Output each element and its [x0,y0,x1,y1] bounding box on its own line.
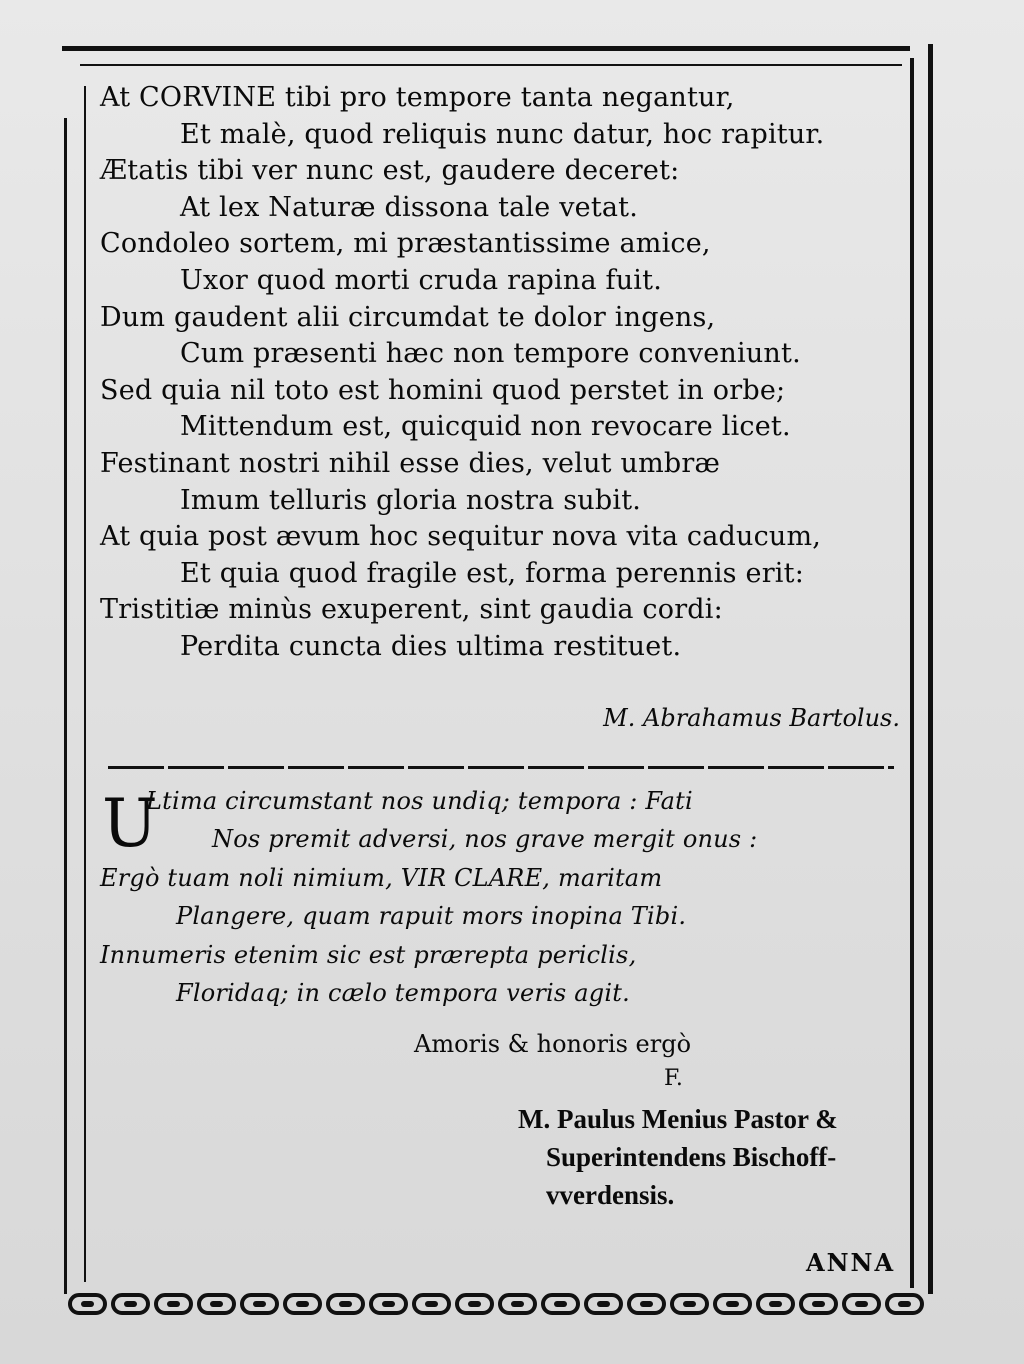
poem-line: Dum gaudent alii circumdat te dolor ingens, [100,301,716,333]
ornament-unit [455,1293,494,1315]
ornament-unit [154,1293,193,1315]
poem-one [100,80,900,666]
poem-line: Plangere, quam rapuit mors inopina Tibi. [176,902,687,931]
poem-line: Cum præsenti hæc non tempore conveniunt. [180,338,801,370]
poem-line: Ergò tuam noli nimium, VIR CLARE, maritam [100,863,663,892]
poem-line: Et quia quod fragile est, forma perennis erit: [180,557,804,589]
ornament-unit [369,1293,408,1315]
ornament-unit [541,1293,580,1315]
ornamental-border-band [68,1290,938,1318]
ornament-unit [326,1293,365,1315]
left-border-rule [64,118,67,1294]
poem-line: Perdita cuncta dies ultima restituet. [180,630,682,662]
poem-one-signature: M. Abrahamus Bartolus. [603,704,900,732]
ornament-unit [627,1293,666,1315]
ornament-unit [885,1293,924,1315]
author-line: vverdensis. [546,1180,675,1210]
ornament-unit [68,1293,107,1315]
section-divider-rule [108,766,894,769]
poem-line: Imum telluris gloria nostra subit. [180,484,642,516]
poem-two [100,782,900,1012]
poem-line: Sed quia nil toto est homini quod perstet in orbe; [100,374,786,406]
ornament-unit [283,1293,322,1315]
ornament-unit [713,1293,752,1315]
top-inner-rule [80,64,902,66]
poem-line: Tristitiæ minùs exuperent, sint gaudia cordi: [100,594,723,626]
ornament-unit [240,1293,279,1315]
author-signature [518,1100,838,1214]
poem-line: Floridaq; in cælo tempora veris agit. [176,978,630,1007]
poem-line: At lex Naturæ dissona tale vetat. [180,191,639,223]
ornament-unit [498,1293,537,1315]
poem-line: At quia post ævum hoc sequitur nova vita caducum, [100,521,822,553]
ornament-unit [111,1293,150,1315]
poem-line: Nos premit adversi, nos grave mergit onus : [212,825,758,854]
ornament-unit [412,1293,451,1315]
ornament-unit [756,1293,795,1315]
fecit-mark: F. [664,1066,683,1091]
top-border-rule [62,46,910,51]
left-inner-rule [84,86,86,1282]
poem-line: Ætatis tibi ver nunc est, gaudere deceret: [100,155,680,187]
ornament-unit [842,1293,881,1315]
ornament-unit [584,1293,623,1315]
poem-line: At CORVINE tibi pro tempore tanta negantur, [100,82,735,113]
author-line: M. Paulus Menius Pastor & [518,1104,838,1134]
poem-line: Et malè, quod reliquis nunc datur, hoc rapitur. [180,118,825,150]
ornament-unit [799,1293,838,1315]
catchword: ANNA [806,1248,896,1277]
author-line: Superintendens Bischoff- [546,1142,837,1172]
right-inner-rule [910,58,914,1288]
poem-line: Uxor quod morti cruda rapina fuit. [180,264,662,296]
drop-cap-letter: U [102,785,158,862]
dedication-line: Amoris & honoris ergò [414,1030,692,1058]
poem-line: Condoleo sortem, mi præstantissime amice, [100,228,711,260]
poem-line: Innumeris etenim sic est prærepta periclis, [100,940,637,969]
poem-line: Festinant nostri nihil esse dies, velut umbræ [100,447,721,479]
ornament-unit [670,1293,709,1315]
poem-line: Mittendum est, quicquid non revocare licet. [180,411,791,443]
right-border-rule [928,44,933,1294]
ornament-unit [197,1293,236,1315]
poem-line: Ltima circumstant nos undiq; tempora : Fati [146,787,693,815]
